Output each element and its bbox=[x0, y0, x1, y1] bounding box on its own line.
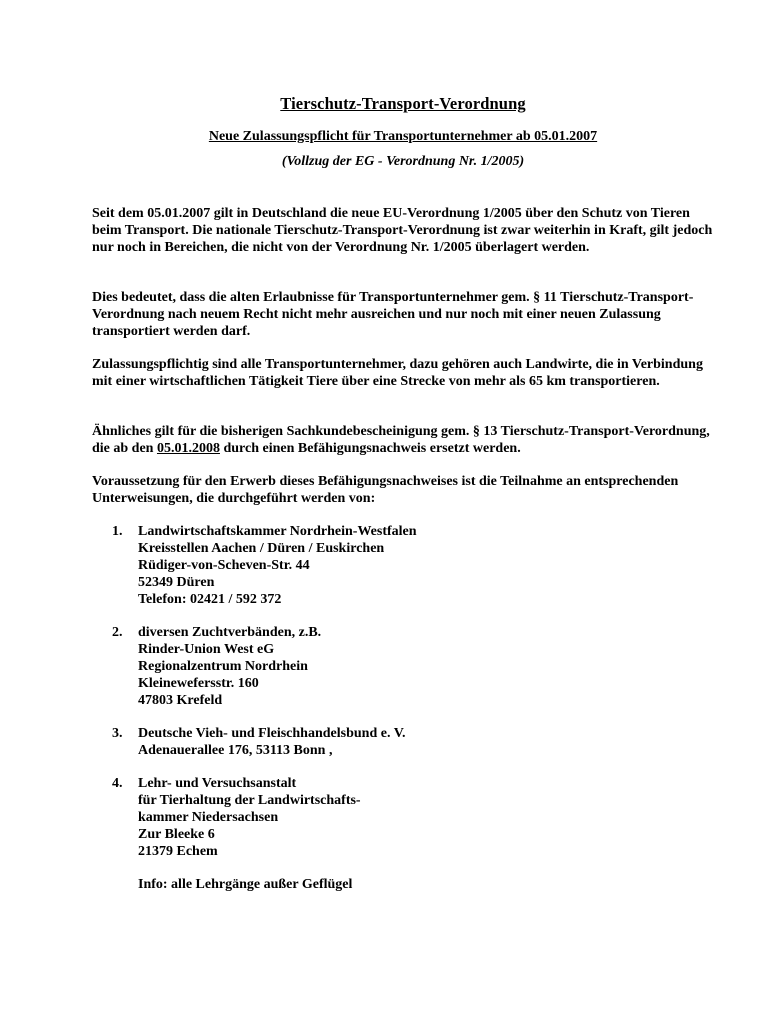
list-item-line: Rüdiger-von-Scheven-Str. 44 bbox=[138, 558, 310, 573]
list-item-number: 3. bbox=[112, 726, 123, 741]
list-item-line: 47803 Krefeld bbox=[138, 693, 223, 708]
document-title: Tierschutz-Transport-Verordnung bbox=[280, 94, 526, 113]
info-note: Info: alle Lehrgänge außer Geflügel bbox=[138, 877, 353, 892]
paragraph-old-permits: Dies bedeutet, dass die alten Erlaubnisse für Transportunternehmer gem. § 11 Tierschutz-Transport-Verordnung nach neuem Recht nicht mehr ausreichen und nur noch mit einer neuen Zulassung transportiert werden darf. bbox=[92, 290, 694, 339]
list-item-line: für Tierhaltung der Landwirtschafts- bbox=[138, 793, 361, 808]
list-item-line: Adenauerallee 176, 53113 Bonn , bbox=[138, 743, 333, 758]
list-item-line: Regionalzentrum Nordrhein bbox=[138, 659, 308, 674]
list-item-number: 2. bbox=[112, 625, 123, 640]
paragraph-certificate-text-2: durch einen Befähigungsnachweis ersetzt werden. bbox=[219, 441, 521, 456]
list-item-line: Landwirtschaftskammer Nordrhein-Westfalen bbox=[138, 524, 417, 539]
paragraph-requirement: Voraussetzung für den Erwerb dieses Befähigungsnachweises ist die Teilnahme an entsprechenden Unterweisungen, die durchgeführt werden von: bbox=[92, 474, 679, 506]
list-item-line: 52349 Düren bbox=[138, 575, 215, 590]
list-item-line: Lehr- und Versuchsanstalt bbox=[138, 776, 297, 791]
paragraph-certificate-date: 05.01.2008 bbox=[156, 441, 220, 456]
paragraph-approval-required: Zulassungspflichtig sind alle Transportunternehmer, dazu gehören auch Landwirte, die in Verbindung mit einer wirtschaftlichen Tätigkeit Tiere über eine Strecke von mehr als 65 km transportieren. bbox=[92, 357, 703, 389]
list-item-line: 21379 Echem bbox=[138, 844, 218, 859]
paragraph-certificate bbox=[92, 423, 722, 457]
list-item-number: 4. bbox=[112, 776, 123, 791]
list-item-line: Deutsche Vieh- und Fleischhandelsbund e. V. bbox=[138, 726, 406, 741]
list-item-number: 1. bbox=[112, 524, 123, 539]
paragraph-intro: Seit dem 05.01.2007 gilt in Deutschland die neue EU-Verordnung 1/2005 über den Schutz von Tieren beim Transport. Die nationale Tierschutz-Transport-Verordnung ist zwar weiterhin in Kraft, gilt jedoch nur noch in Bereichen, die nicht von der Verordnung Nr. 1/2005 überlagert werden. bbox=[92, 206, 713, 255]
list-item-line: Kreisstellen Aachen / Düren / Euskirchen bbox=[138, 541, 385, 556]
paragraph-certificate-text-1: Ähnliches gilt für die bisherigen Sachkundebescheinigung gem. § 13 Tierschutz-Transport-Verordnung, die ab den bbox=[92, 424, 710, 456]
list-item-line: kammer Niedersachsen bbox=[138, 810, 279, 825]
list-item-line: diversen Zuchtverbänden, z.B. bbox=[138, 625, 322, 640]
document-note: (Vollzug der EG - Verordnung Nr. 1/2005) bbox=[281, 154, 525, 169]
list-item-line: Zur Bleeke 6 bbox=[138, 827, 215, 842]
list-item-line: Rinder-Union West eG bbox=[138, 642, 275, 657]
list-item-line: Telefon: 02421 / 592 372 bbox=[138, 592, 282, 607]
list-item-line: Kleinewefersstr. 160 bbox=[138, 676, 259, 691]
document-subtitle: Neue Zulassungspflicht für Transportunternehmer ab 05.01.2007 bbox=[208, 129, 598, 144]
